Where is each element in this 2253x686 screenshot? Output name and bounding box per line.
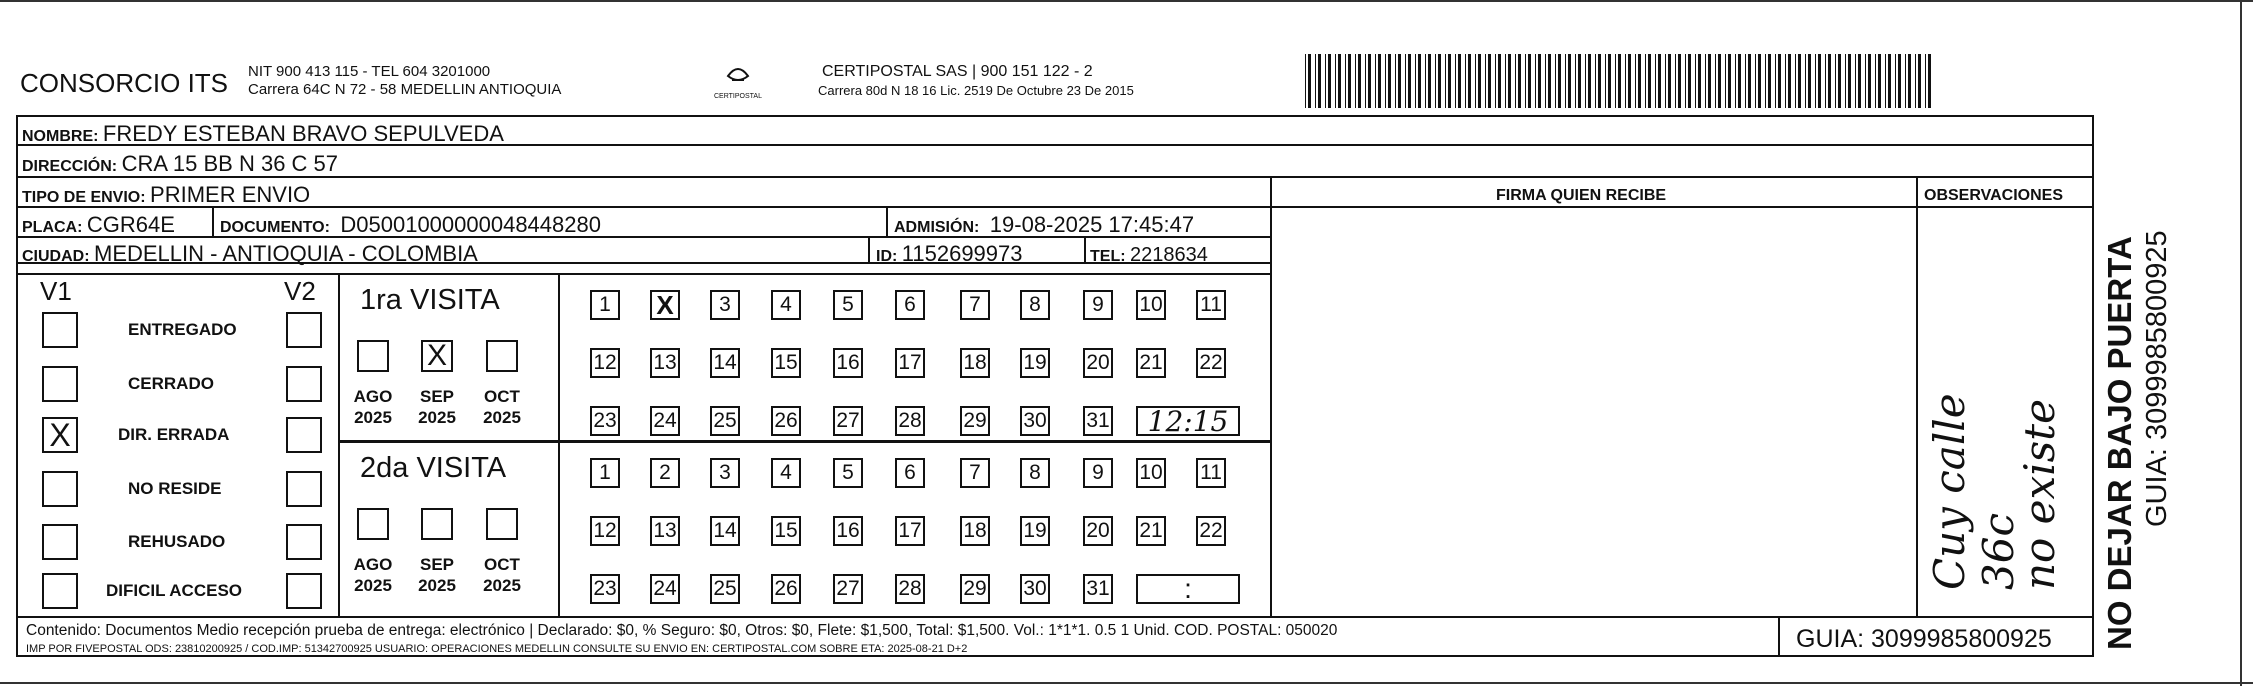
status-label: NO RESIDE bbox=[128, 479, 222, 498]
barcode-bar bbox=[1415, 54, 1416, 108]
barcode-bar bbox=[1755, 54, 1756, 108]
barcode-bar bbox=[1388, 54, 1391, 108]
documento-value: D05001000000048448280 bbox=[340, 212, 601, 237]
admision-row bbox=[894, 214, 1194, 236]
month-year: 2025 bbox=[418, 576, 456, 596]
barcode-bar bbox=[1308, 54, 1311, 108]
barcode-bar bbox=[1698, 54, 1701, 108]
barcode-bar bbox=[1628, 54, 1631, 108]
day-box[interactable]: 3 bbox=[710, 290, 740, 320]
barcode-bar bbox=[1358, 54, 1361, 108]
barcode-bar bbox=[1625, 54, 1626, 108]
day-box[interactable]: 9 bbox=[1083, 290, 1113, 320]
barcode-bar bbox=[1715, 54, 1716, 108]
footer-line2: IMP POR FIVEPOSTAL ODS: 23810200925 / COD.IMP: 51342700925 USUARIO: OPERACIONES MEDELLIN CONSULTE SU ENVIO EN: CERTIPOSTAL.COM SOBRE ETA: 2025-08-21 D+2 bbox=[26, 643, 968, 655]
day-box[interactable]: 29 bbox=[960, 574, 990, 604]
barcode-bar bbox=[1875, 54, 1876, 108]
side-guia: GUIA: 3099985800925 bbox=[2141, 230, 2173, 527]
barcode-bar bbox=[1778, 54, 1781, 108]
day-box[interactable]: 12 bbox=[590, 348, 620, 378]
barcode-bar bbox=[1725, 54, 1726, 108]
company-line1: NIT 900 413 115 - TEL 604 3201000 bbox=[248, 63, 491, 80]
visit-title: 2da VISITA bbox=[360, 452, 507, 484]
tel-label: TEL: bbox=[1090, 248, 1126, 265]
barcode-bar bbox=[1515, 54, 1516, 108]
right-edge-line bbox=[2240, 0, 2242, 686]
ciudad-value: MEDELLIN - ANTIOQUIA - COLOMBIA bbox=[94, 241, 478, 266]
barcode-bar bbox=[1395, 54, 1396, 108]
direccion-label: DIRECCIÓN: bbox=[22, 158, 118, 175]
barcode-bar bbox=[1355, 54, 1356, 108]
status-label: REHUSADO bbox=[128, 532, 226, 551]
month-year: 2025 bbox=[418, 408, 456, 428]
barcode-bar bbox=[1428, 54, 1431, 108]
day-box[interactable]: 15 bbox=[771, 348, 801, 378]
barcode-bar bbox=[1868, 54, 1871, 108]
ciudad-row bbox=[22, 243, 478, 265]
barcode-bar bbox=[1758, 54, 1761, 108]
observaciones-note-1: Cuy calle 36c bbox=[1925, 393, 2023, 590]
status-v2-checkbox[interactable] bbox=[286, 524, 322, 560]
nombre-label: NOMBRE: bbox=[22, 128, 99, 145]
month-name: AGO bbox=[353, 387, 393, 406]
barcode-bar bbox=[1338, 54, 1341, 108]
barcode-bar bbox=[1858, 54, 1861, 108]
barcode-bar bbox=[1925, 54, 1926, 108]
barcode-bar bbox=[1748, 54, 1751, 108]
bottom-edge-line bbox=[0, 682, 2253, 684]
barcode-bar bbox=[1455, 54, 1456, 108]
barcode-bar bbox=[1348, 54, 1351, 108]
day-box[interactable]: 30 bbox=[1020, 574, 1050, 604]
barcode-bar bbox=[1598, 54, 1601, 108]
barcode-bar bbox=[1448, 54, 1451, 108]
day-box[interactable]: 1 bbox=[590, 458, 620, 488]
month-checkbox[interactable] bbox=[357, 508, 389, 540]
day-box[interactable]: 8 bbox=[1020, 290, 1050, 320]
v1-header: V1 bbox=[40, 276, 72, 306]
barcode-bar bbox=[1418, 54, 1421, 108]
month-checkbox[interactable] bbox=[421, 508, 453, 540]
day-box[interactable]: 9 bbox=[1083, 458, 1113, 488]
id-value: 1152699973 bbox=[901, 241, 1023, 266]
v2-header: V2 bbox=[284, 276, 316, 306]
barcode-bar bbox=[1405, 54, 1406, 108]
barcode-bar bbox=[1658, 54, 1661, 108]
barcode-bar bbox=[1595, 54, 1596, 108]
barcode-bar bbox=[1688, 54, 1691, 108]
status-v2-checkbox[interactable] bbox=[286, 366, 322, 402]
day-box[interactable]: 31 bbox=[1083, 574, 1113, 604]
nombre-row bbox=[22, 123, 504, 145]
barcode-bar bbox=[1478, 54, 1481, 108]
certipostal-logo: CERTIPOSTAL bbox=[710, 64, 766, 100]
barcode-bar bbox=[1848, 54, 1851, 108]
status-label: ENTREGADO bbox=[128, 320, 237, 339]
barcode-bar bbox=[1565, 54, 1566, 108]
barcode-bar bbox=[1365, 54, 1366, 108]
barcode-bar bbox=[1465, 54, 1466, 108]
status-v2-checkbox[interactable] bbox=[286, 471, 322, 507]
barcode-bar bbox=[1558, 54, 1561, 108]
barcode-bar bbox=[1555, 54, 1556, 108]
barcode-bar bbox=[1835, 54, 1836, 108]
barcode-bar bbox=[1855, 54, 1856, 108]
admision-label: ADMISIÓN: bbox=[894, 219, 980, 236]
barcode bbox=[1305, 54, 1939, 108]
barcode-bar bbox=[1505, 54, 1506, 108]
placa-row bbox=[22, 214, 175, 236]
day-box[interactable]: 22 bbox=[1196, 348, 1226, 378]
barcode-bar bbox=[1745, 54, 1746, 108]
barcode-bar bbox=[1665, 54, 1666, 108]
barcode-bar bbox=[1345, 54, 1346, 108]
tipo-row bbox=[22, 184, 310, 206]
month-name: AGO bbox=[353, 555, 393, 574]
status-v1-checkbox[interactable] bbox=[42, 366, 78, 402]
certipostal-line1: CERTIPOSTAL SAS | 900 151 122 - 2 bbox=[822, 63, 1093, 80]
barcode-bar bbox=[1728, 54, 1731, 108]
barcode-bar bbox=[1878, 54, 1881, 108]
barcode-bar bbox=[1575, 54, 1576, 108]
day-box[interactable]: 11 bbox=[1196, 458, 1226, 488]
barcode-bar bbox=[1475, 54, 1476, 108]
nombre-value: FREDY ESTEBAN BRAVO SEPULVEDA bbox=[102, 121, 504, 146]
placa-label: PLACA: bbox=[22, 219, 83, 236]
barcode-bar bbox=[1495, 54, 1496, 108]
footer-line1: Contenido: Documentos Medio recepción prueba de entrega: electrónico | Declarado: $0, % Seguro: $0, Otros: $0, Flete: $1,500, Total: $1,500. Vol.: 1*1*1. 0.5 1 Unid. COD. POSTAL: 050020 bbox=[26, 622, 1338, 639]
barcode-bar bbox=[1768, 54, 1771, 108]
barcode-bar bbox=[1805, 54, 1806, 108]
direccion-value: CRA 15 BB N 36 C 57 bbox=[121, 151, 339, 176]
tel-value: 2218634 bbox=[1130, 244, 1208, 266]
barcode-bar bbox=[1328, 54, 1331, 108]
barcode-bar bbox=[1638, 54, 1641, 108]
status-v1-checkbox[interactable] bbox=[42, 471, 78, 507]
barcode-bar bbox=[1735, 54, 1736, 108]
status-v2-checkbox[interactable] bbox=[286, 573, 322, 609]
day-box[interactable]: 8 bbox=[1020, 458, 1050, 488]
visit-title: 1ra VISITA bbox=[360, 284, 500, 316]
barcode-bar bbox=[1648, 54, 1651, 108]
day-box[interactable]: 6 bbox=[895, 458, 925, 488]
barcode-bar bbox=[1548, 54, 1551, 108]
barcode-bar bbox=[1438, 54, 1441, 108]
day-box[interactable]: 28 bbox=[895, 406, 925, 436]
barcode-bar bbox=[1468, 54, 1471, 108]
day-box[interactable]: 11 bbox=[1196, 290, 1226, 320]
day-box[interactable]: 17 bbox=[895, 516, 925, 546]
barcode-bar bbox=[1615, 54, 1616, 108]
day-box[interactable]: 19 bbox=[1020, 348, 1050, 378]
day-box[interactable]: 29 bbox=[960, 406, 990, 436]
barcode-bar bbox=[1685, 54, 1686, 108]
barcode-bar bbox=[1378, 54, 1381, 108]
month-label bbox=[415, 554, 459, 597]
barcode-bar bbox=[1888, 54, 1891, 108]
barcode-bar bbox=[1398, 54, 1401, 108]
top-edge-line bbox=[0, 0, 2253, 2]
barcode-bar bbox=[1788, 54, 1791, 108]
day-box[interactable]: 21 bbox=[1136, 516, 1166, 546]
form-table bbox=[16, 115, 2094, 657]
barcode-bar bbox=[1895, 54, 1896, 108]
barcode-bar bbox=[1908, 54, 1911, 108]
ciudad-label: CIUDAD: bbox=[22, 248, 90, 265]
barcode-bar bbox=[1675, 54, 1676, 108]
month-label bbox=[351, 554, 395, 597]
barcode-bar bbox=[1885, 54, 1886, 108]
company-name: CONSORCIO ITS bbox=[20, 68, 229, 98]
barcode-bar bbox=[1708, 54, 1711, 108]
observaciones-note-2: no existe bbox=[2015, 399, 2064, 590]
day-box[interactable]: 20 bbox=[1083, 516, 1113, 546]
barcode-bar bbox=[1488, 54, 1491, 108]
barcode-bar bbox=[1425, 54, 1426, 108]
day-box[interactable]: 19 bbox=[1020, 516, 1050, 546]
month-checkbox[interactable] bbox=[486, 340, 518, 372]
barcode-bar bbox=[1905, 54, 1906, 108]
barcode-bar bbox=[1498, 54, 1501, 108]
id-label: ID: bbox=[876, 248, 898, 265]
day-box[interactable]: 14 bbox=[710, 516, 740, 546]
day-box[interactable]: 25 bbox=[710, 406, 740, 436]
status-label: DIFICIL ACCESO bbox=[106, 581, 243, 600]
barcode-bar bbox=[1445, 54, 1446, 108]
observaciones-header: OBSERVACIONES bbox=[1924, 187, 2063, 204]
day-box[interactable]: 31 bbox=[1083, 406, 1113, 436]
day-box[interactable]: 18 bbox=[960, 516, 990, 546]
barcode-bar bbox=[1508, 54, 1511, 108]
barcode-bar bbox=[1305, 54, 1306, 108]
barcode-bar bbox=[1828, 54, 1831, 108]
barcode-bar bbox=[1785, 54, 1786, 108]
day-box[interactable]: 30 bbox=[1020, 406, 1050, 436]
barcode-bar bbox=[1545, 54, 1546, 108]
barcode-bar bbox=[1525, 54, 1526, 108]
day-box[interactable]: 25 bbox=[710, 574, 740, 604]
month-checkbox[interactable] bbox=[357, 340, 389, 372]
status-v1-checkbox[interactable] bbox=[42, 573, 78, 609]
status-v2-checkbox[interactable] bbox=[286, 312, 322, 348]
barcode-bar bbox=[1635, 54, 1636, 108]
day-box[interactable]: 5 bbox=[833, 290, 863, 320]
barcode-bar bbox=[1838, 54, 1841, 108]
barcode-bar bbox=[1618, 54, 1621, 108]
barcode-bar bbox=[1668, 54, 1671, 108]
day-box[interactable]: 27 bbox=[833, 406, 863, 436]
month-name: SEP bbox=[419, 555, 455, 574]
barcode-bar bbox=[1808, 54, 1811, 108]
barcode-bar bbox=[1518, 54, 1521, 108]
admision-value: 19-08-2025 17:45:47 bbox=[989, 212, 1195, 237]
month-year: 2025 bbox=[483, 576, 521, 596]
month-checkbox[interactable]: X bbox=[421, 340, 453, 372]
day-box[interactable]: 7 bbox=[960, 458, 990, 488]
day-box[interactable]: 28 bbox=[895, 574, 925, 604]
day-box[interactable]: 12 bbox=[590, 516, 620, 546]
day-box[interactable]: 17 bbox=[895, 348, 925, 378]
day-box[interactable]: 5 bbox=[833, 458, 863, 488]
day-box[interactable]: 4 bbox=[771, 290, 801, 320]
day-box[interactable]: 1 bbox=[590, 290, 620, 320]
month-label bbox=[415, 386, 459, 429]
day-box[interactable]: 23 bbox=[590, 406, 620, 436]
barcode-bar bbox=[1538, 54, 1541, 108]
company-line2: Carrera 64C N 72 - 58 MEDELLIN ANTIOQUIA bbox=[248, 81, 562, 98]
barcode-bar bbox=[1315, 54, 1316, 108]
month-name: OCT bbox=[484, 387, 520, 406]
month-name: OCT bbox=[484, 555, 520, 574]
month-checkbox[interactable] bbox=[486, 508, 518, 540]
month-label bbox=[480, 554, 524, 597]
barcode-bar bbox=[1915, 54, 1916, 108]
documento-label: DOCUMENTO: bbox=[220, 219, 330, 236]
day-box[interactable]: 10 bbox=[1136, 290, 1166, 320]
barcode-bar bbox=[1375, 54, 1376, 108]
barcode-bar bbox=[1568, 54, 1571, 108]
barcode-bar bbox=[1645, 54, 1646, 108]
tel-row bbox=[1090, 245, 1208, 265]
day-box[interactable]: 16 bbox=[833, 516, 863, 546]
day-box[interactable]: 2 bbox=[650, 458, 680, 488]
barcode-bar bbox=[1795, 54, 1796, 108]
month-label bbox=[351, 386, 395, 429]
barcode-bar bbox=[1718, 54, 1721, 108]
day-box[interactable]: 14 bbox=[710, 348, 740, 378]
day-box[interactable]: 22 bbox=[1196, 516, 1226, 546]
certipostal-line2: Carrera 80d N 18 16 Lic. 2519 De Octubre 23 De 2015 bbox=[818, 83, 1134, 98]
barcode-bar bbox=[1655, 54, 1656, 108]
barcode-bar bbox=[1705, 54, 1706, 108]
side-warning: NO DEJAR BAJO PUERTA bbox=[2101, 236, 2138, 650]
day-box[interactable]: 24 bbox=[650, 574, 680, 604]
barcode-bar bbox=[1695, 54, 1696, 108]
status-label: CERRADO bbox=[128, 374, 214, 393]
time-box[interactable]: : bbox=[1136, 574, 1240, 604]
barcode-bar bbox=[1385, 54, 1386, 108]
barcode-bar bbox=[1335, 54, 1336, 108]
direccion-row bbox=[22, 153, 338, 175]
barcode-bar bbox=[1818, 54, 1821, 108]
barcode-bar bbox=[1578, 54, 1581, 108]
barcode-bar bbox=[1765, 54, 1766, 108]
barcode-bar bbox=[1825, 54, 1826, 108]
barcode-bar bbox=[1605, 54, 1606, 108]
status-v1-checkbox[interactable]: X bbox=[42, 417, 78, 453]
barcode-bar bbox=[1798, 54, 1801, 108]
tipo-label: TIPO DE ENVIO: bbox=[22, 189, 146, 206]
day-box[interactable]: 6 bbox=[895, 290, 925, 320]
barcode-bar bbox=[1318, 54, 1321, 108]
time-box[interactable]: 12:15 bbox=[1136, 406, 1240, 436]
status-label: DIR. ERRADA bbox=[118, 425, 230, 444]
id-row bbox=[876, 243, 1023, 265]
status-v1-checkbox[interactable] bbox=[42, 312, 78, 348]
barcode-bar bbox=[1608, 54, 1611, 108]
status-v1-checkbox[interactable] bbox=[42, 524, 78, 560]
day-box[interactable]: 16 bbox=[833, 348, 863, 378]
barcode-bar bbox=[1918, 54, 1921, 108]
day-box[interactable]: 24 bbox=[650, 406, 680, 436]
day-box[interactable]: 23 bbox=[590, 574, 620, 604]
month-label bbox=[480, 386, 524, 429]
barcode-bar bbox=[1585, 54, 1586, 108]
barcode-bar bbox=[1485, 54, 1486, 108]
tipo-value: PRIMER ENVIO bbox=[150, 182, 311, 207]
day-box[interactable]: 26 bbox=[771, 406, 801, 436]
day-box[interactable]: 27 bbox=[833, 574, 863, 604]
certipostal-logo-icon bbox=[710, 64, 766, 88]
day-box[interactable]: X bbox=[650, 290, 680, 320]
footer-guia: GUIA: 3099985800925 bbox=[1796, 625, 2052, 653]
barcode-bar bbox=[1898, 54, 1901, 108]
barcode-bar bbox=[1528, 54, 1531, 108]
day-box[interactable]: 21 bbox=[1136, 348, 1166, 378]
day-box[interactable]: 13 bbox=[650, 516, 680, 546]
day-box[interactable]: 18 bbox=[960, 348, 990, 378]
firma-header: FIRMA QUIEN RECIBE bbox=[1496, 187, 1667, 204]
day-box[interactable]: 20 bbox=[1083, 348, 1113, 378]
barcode-bar bbox=[1775, 54, 1776, 108]
month-year: 2025 bbox=[483, 408, 521, 428]
day-box[interactable]: 3 bbox=[710, 458, 740, 488]
day-box[interactable]: 15 bbox=[771, 516, 801, 546]
barcode-bar bbox=[1845, 54, 1846, 108]
day-box[interactable]: 4 bbox=[771, 458, 801, 488]
barcode-bar bbox=[1535, 54, 1536, 108]
observaciones-handwriting bbox=[1915, 260, 2075, 600]
barcode-bar bbox=[1458, 54, 1461, 108]
barcode-bar bbox=[1325, 54, 1326, 108]
barcode-bar bbox=[1928, 54, 1931, 108]
day-box[interactable]: 26 bbox=[771, 574, 801, 604]
barcode-bar bbox=[1435, 54, 1436, 108]
barcode-bar bbox=[1738, 54, 1741, 108]
month-year: 2025 bbox=[354, 576, 392, 596]
barcode-bar bbox=[1815, 54, 1816, 108]
month-name: SEP bbox=[419, 387, 455, 406]
barcode-bar bbox=[1678, 54, 1681, 108]
barcode-bar bbox=[1368, 54, 1371, 108]
day-box[interactable]: 7 bbox=[960, 290, 990, 320]
day-box[interactable]: 13 bbox=[650, 348, 680, 378]
barcode-bar bbox=[1408, 54, 1411, 108]
day-box[interactable]: 10 bbox=[1136, 458, 1166, 488]
barcode-bar bbox=[1865, 54, 1866, 108]
documento-row bbox=[220, 214, 601, 236]
month-year: 2025 bbox=[354, 408, 392, 428]
status-v2-checkbox[interactable] bbox=[286, 417, 322, 453]
barcode-bar bbox=[1588, 54, 1591, 108]
placa-value: CGR64E bbox=[86, 212, 175, 237]
